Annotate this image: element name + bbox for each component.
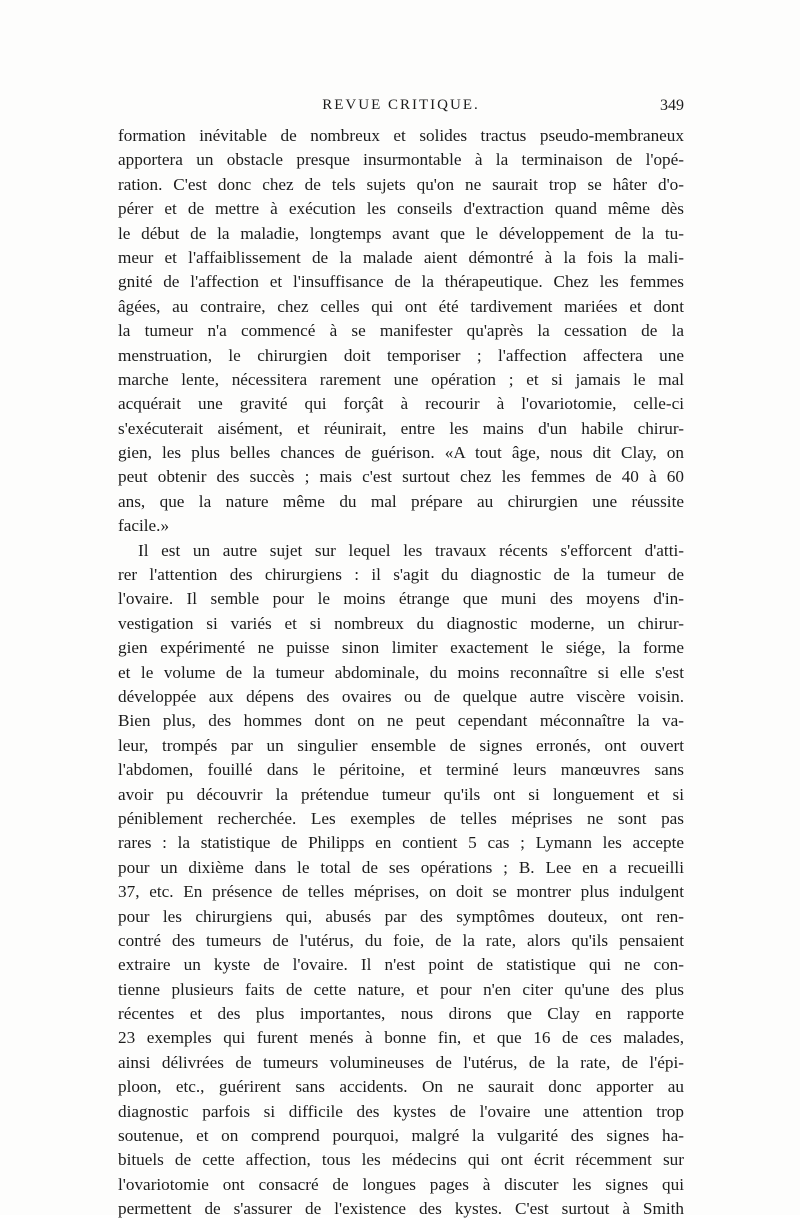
text-line: avoir pu découvrir la prétendue tumeur qu'ils ont si longuement et si	[118, 784, 684, 804]
text-line: et le volume de la tumeur abdominale, du moins reconnaître si elle s'est	[118, 662, 684, 682]
running-title: REVUE CRITIQUE.	[322, 97, 480, 113]
text-line: menstruation, le chirurgien doit temporiser ; l'affection affectera une	[118, 345, 684, 365]
text-line: ploon, etc., guérirent sans accidents. On ne saurait donc apporter au	[118, 1077, 684, 1097]
text-line: Bien plus, des hommes dont on ne peut cependant méconnaître la va-	[118, 711, 684, 731]
text-line: rares : la statistique de Philipps en contient 5 cas ; Lymann les accepte	[118, 833, 684, 853]
text-line: 23 exemples qui furent menés à bonne fin, et que 16 de ces malades,	[118, 1028, 684, 1048]
text-line: développée aux dépens des ovaires ou de quelque autre viscère voisin.	[118, 686, 684, 706]
text-line: meur et l'affaiblissement de la malade aient démontré à la fois la mali-	[118, 247, 684, 267]
text-line: contré des tumeurs de l'utérus, du foie, de la rate, alors qu'ils pensaient	[118, 930, 684, 950]
body-text	[118, 124, 684, 1222]
text-line: formation inévitable de nombreux et solides tractus pseudo-membraneux	[118, 126, 684, 145]
text-line: ration. C'est donc chez de tels sujets qu'on ne saurait trop se hâter d'o-	[118, 174, 684, 194]
text-line-paragraph-end: facile.»	[118, 516, 170, 536]
text-line: tienne plusieurs faits de cette nature, et pour n'en citer qu'une des plus	[118, 979, 684, 999]
text-line: l'abdomen, fouillé dans le péritoine, et terminé leurs manœuvres sans	[118, 760, 684, 780]
text-line: la tumeur n'a commencé à se manifester qu'après la cessation de la	[118, 321, 684, 341]
page-number: 349	[660, 97, 684, 114]
text-line: marche lente, nécessitera rarement une opération ; et si jamais le mal	[118, 369, 684, 389]
text-line: s'exécuterait aisément, et réunirait, entre les mains d'un habile chirur-	[118, 418, 684, 438]
text-line: pérer et de mettre à exécution les conseils d'extraction quand même dès	[118, 199, 684, 219]
text-line: peut obtenir des succès ; mais c'est surtout chez les femmes de 40 à 60	[118, 467, 684, 487]
text-line: permettent de s'assurer de l'existence des kystes. C'est surtout à Smith	[118, 1199, 684, 1219]
text-line: bituels de cette affection, tous les médecins qui ont écrit récemment sur	[118, 1150, 684, 1170]
text-line-paragraph-start: Il est un autre sujet sur lequel les travaux récents s'efforcent d'atti-	[138, 540, 684, 560]
text-line: l'ovariotomie ont consacré de longues pages à discuter les signes qui	[118, 1174, 684, 1194]
text-line: 37, etc. En présence de telles méprises, on doit se montrer plus indulgent	[118, 882, 684, 902]
text-line: péniblement recherchée. Les exemples de telles méprises ne sont pas	[118, 808, 684, 828]
text-line: âgées, au contraire, chez celles qui ont été tardivement mariées et dont	[118, 296, 684, 316]
text-line: leur, trompés par un singulier ensemble de signes erronés, ont ouvert	[118, 735, 684, 755]
text-line: soutenue, et on comprend pourquoi, malgré la vulgarité des signes ha-	[118, 1126, 684, 1146]
text-line: pour les chirurgiens qui, abusés par des symptômes douteux, ont ren-	[118, 906, 684, 926]
text-line: récentes et des plus importantes, nous dirons que Clay en rapporte	[118, 1004, 684, 1024]
text-line: le début de la maladie, longtemps avant que le développement de la tu-	[118, 223, 684, 243]
text-line: apportera un obstacle presque insurmontable à la terminaison de l'opé-	[118, 150, 684, 170]
text-line: pour un dixième dans le total de ses opérations ; B. Lee en a recueilli	[118, 857, 684, 877]
text-line: vestigation si variés et si nombreux du diagnostic moderne, un chirur-	[118, 613, 684, 633]
running-head	[118, 97, 684, 121]
text-line: gien, les plus belles chances de guérison. «A tout âge, nous dit Clay, on	[118, 443, 684, 463]
text-line: rer l'attention des chirurgiens : il s'agit du diagnostic de la tumeur de	[118, 565, 684, 585]
text-line: diagnostic parfois si difficile des kystes de l'ovaire une attention trop	[118, 1101, 684, 1121]
text-line: gien expérimenté ne puisse sinon limiter exactement le siége, la forme	[118, 638, 684, 658]
text-line: l'ovaire. Il semble pour le moins étrange que muni des moyens d'in-	[118, 589, 684, 609]
text-line: acquérait une gravité qui forçât à recourir à l'ovariotomie, celle-ci	[118, 394, 684, 414]
text-line: gnité de l'affection et l'insuffisance de la thérapeutique. Chez les femmes	[118, 272, 684, 292]
text-line: ans, que la nature même du mal prépare au chirurgien une réussite	[118, 491, 684, 511]
text-line: ainsi délivrées de tumeurs volumineuses de l'utérus, de la rate, de l'épi-	[118, 1052, 684, 1072]
text-line: extraire un kyste de l'ovaire. Il n'est point de statistique qui ne con-	[118, 955, 684, 975]
